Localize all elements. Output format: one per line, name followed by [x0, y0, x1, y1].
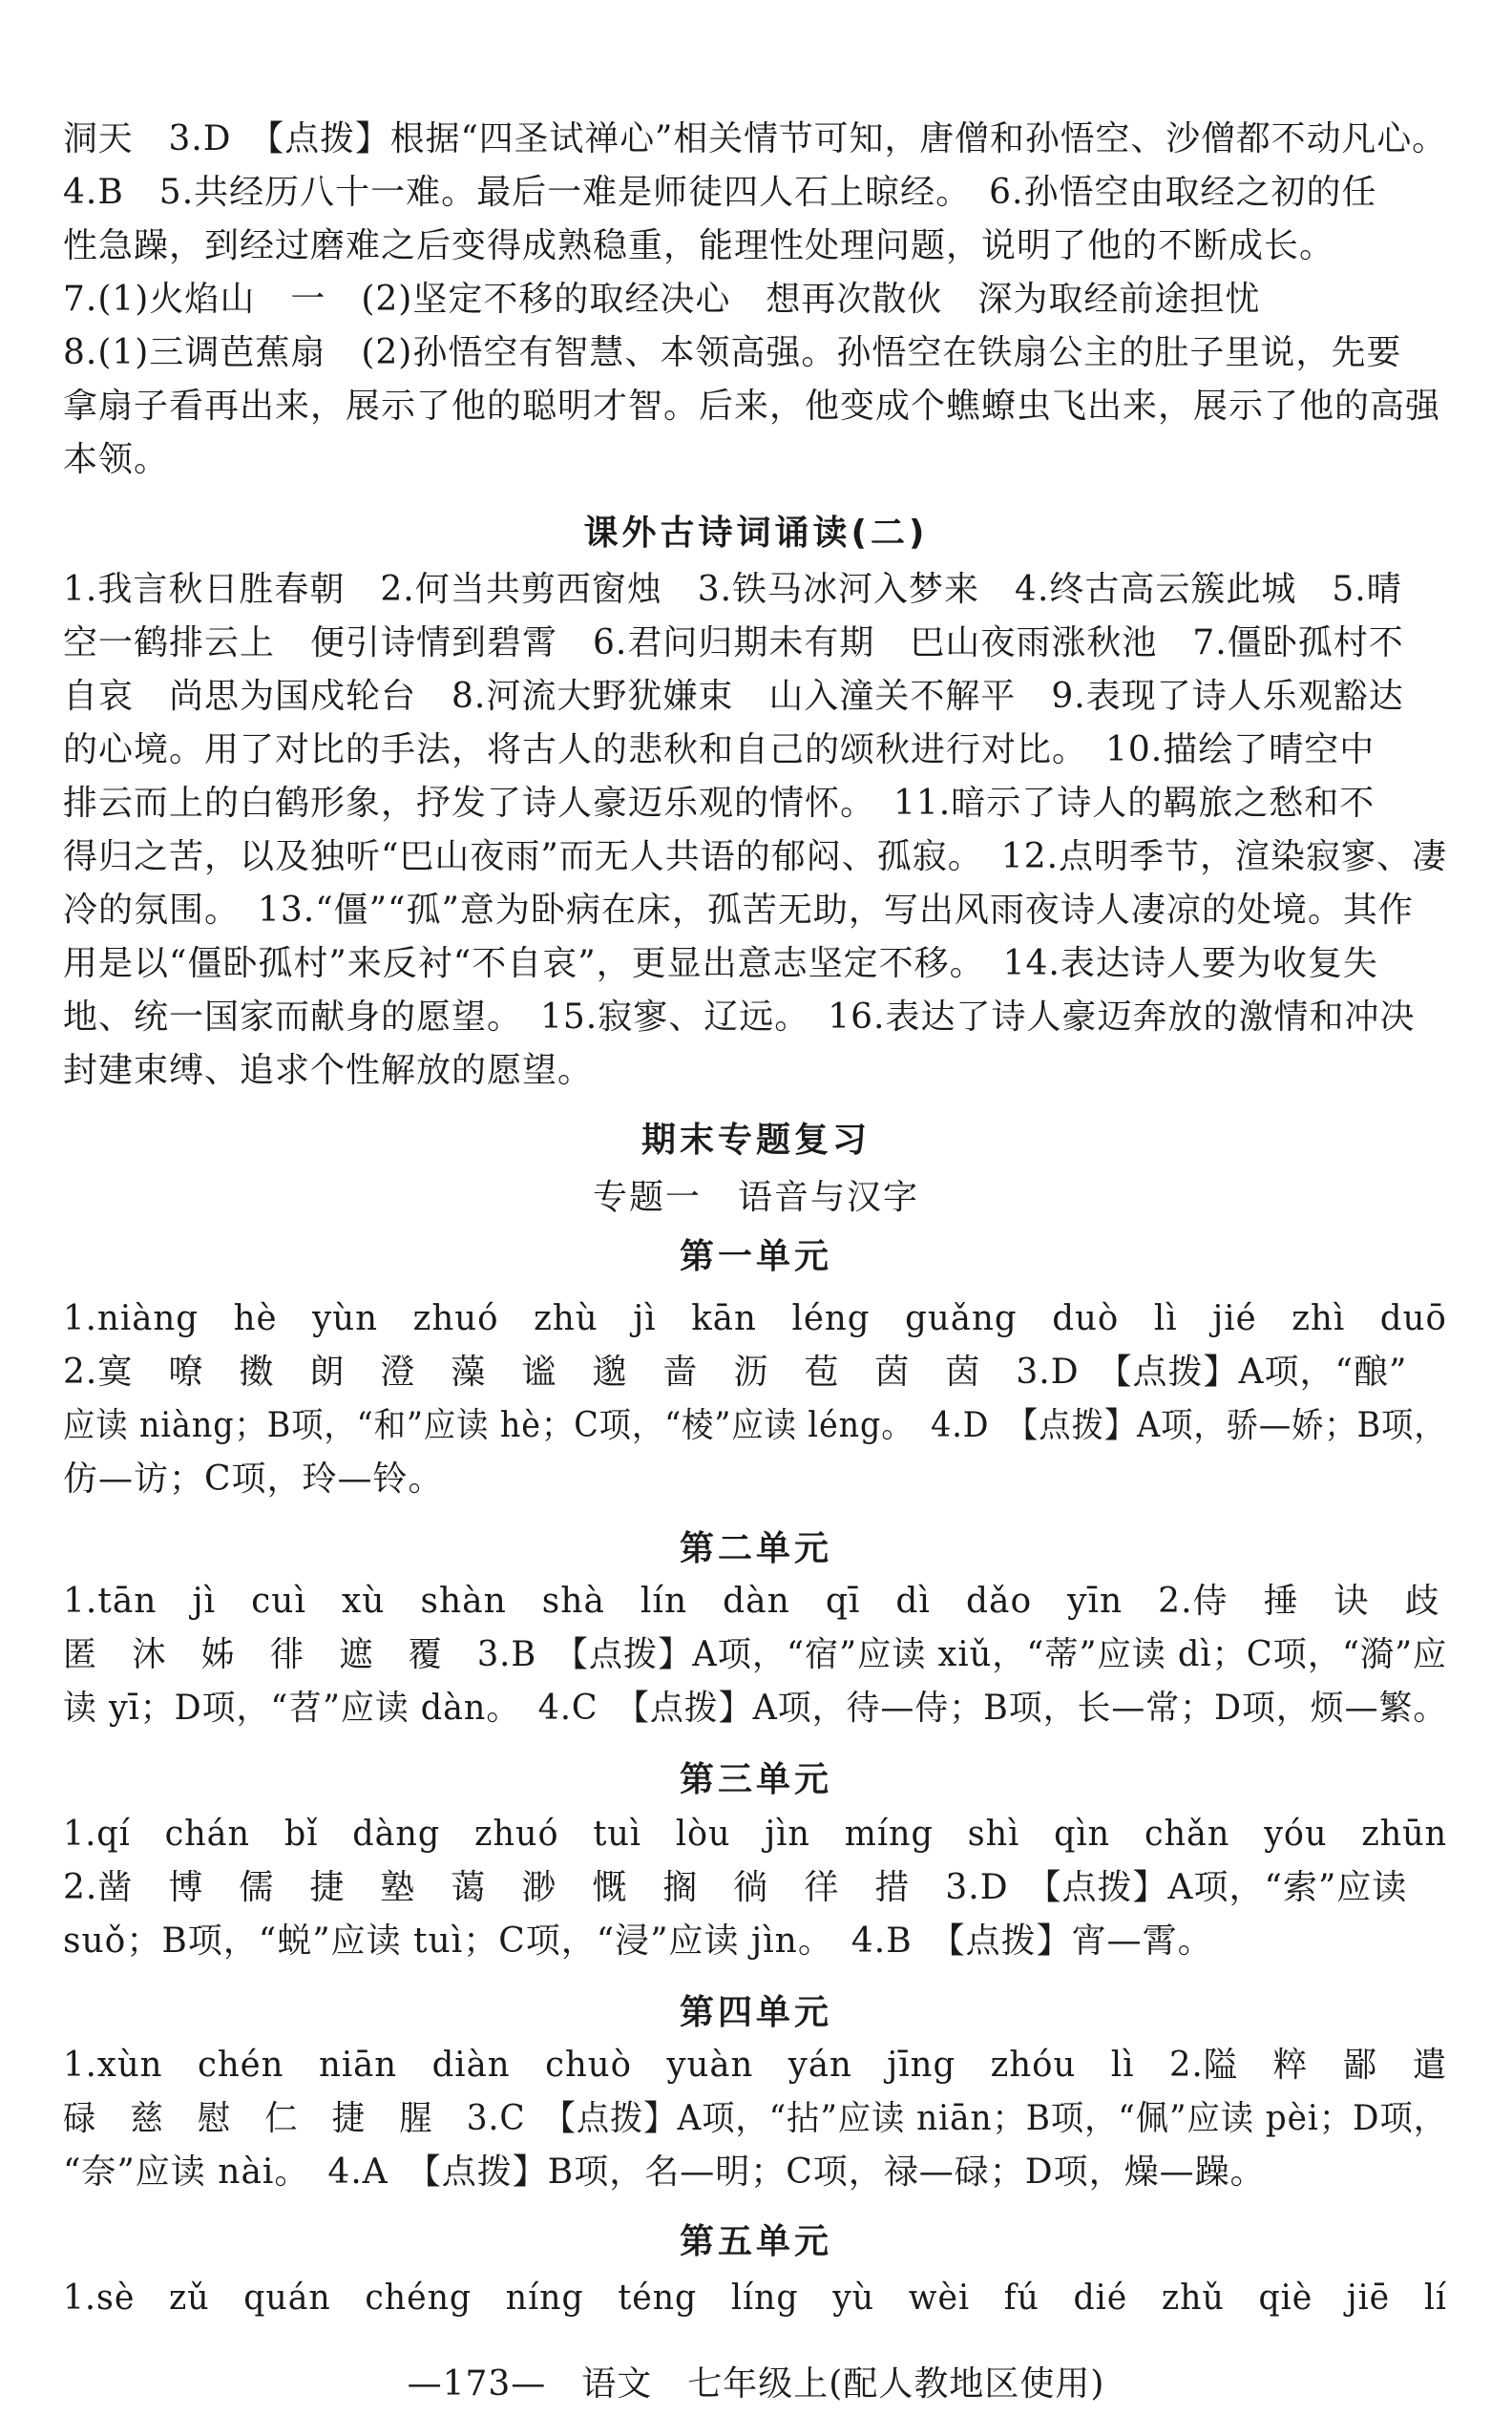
unit-heading-3: 第三单元	[679, 1760, 832, 1799]
text-line: 1.sè zǔ quán chéng níng téng líng yù wèi fú dié zhǔ qiè jiē lí	[63, 2278, 1447, 2318]
text-line: 拿扇子看再出来，展示了他的聪明才智。后来，他变成个蟭蟟虫飞出来，展示了他的高强	[63, 387, 1441, 426]
text-line: 排云而上的白鹤形象，抒发了诗人豪迈乐观的情怀。 11.暗示了诗人的羁旅之愁和不	[63, 784, 1376, 823]
text-line: 读 yī；D项，“苕”应读 dàn。 4.C 【点拨】A项，待—侍；B项，长—常；D项，烦—繁。	[63, 1689, 1448, 1728]
text-line: 的心境。用了对比的手法，将古人的悲秋和自己的颂秋进行对比。 10.描绘了晴空中	[63, 730, 1376, 769]
unit-heading-4: 第四单元	[679, 1993, 832, 2032]
unit-heading-2: 第二单元	[679, 1529, 832, 1568]
text-line: 2.凿 博 儒 捷 塾 蔼 渺 慨 搁 徜 徉 措 3.D 【点拨】A项，“索”应读	[63, 1868, 1408, 1907]
topic-heading: 专题一 语音与汉字	[592, 1178, 919, 1217]
text-line: 碌 慈 慰 仁 捷 腥 3.C 【点拨】A项，“拈”应读 niān；B项，“佩”应读 pèi；D项，	[63, 2099, 1447, 2138]
text-line: 1.我言秋日胜春朝 2.何当共剪西窗烛 3.铁马冰河入梦来 4.终古高云簇此城 5.晴	[63, 570, 1402, 609]
text-line: 仿—访；C项，玲—铃。	[63, 1460, 444, 1499]
text-line: 本领。	[63, 440, 170, 479]
text-line: 冷的氛围。 13.“僵”“孤”意为卧病在床，孤苦无助，写出风雨夜诗人凄凉的处境。其作	[63, 891, 1414, 930]
text-line: 封建束缚、追求个性解放的愿望。	[63, 1051, 594, 1090]
text-line: 自哀 尚思为国戍轮台 8.河流大野犹嫌束 山入潼关不解平 9.表现了诗人乐观豁达	[63, 677, 1404, 716]
text-line: 1.qí chán bǐ dàng zhuó tuì lòu jìn míng shì qìn chǎn yóu zhūn	[63, 1815, 1448, 1854]
text-line: 应读 niàng；B项，“和”应读 hè；C项，“棱”应读 léng。 4.D 【点拨】A项，骄—娇；B项，	[63, 1406, 1447, 1445]
unit-heading-5: 第五单元	[679, 2222, 832, 2261]
text-line: 1.xùn chén niān diàn chuò yuàn yán jīng zhóu lì 2.隘 粹 鄙 遣	[63, 2046, 1448, 2085]
text-line: 空一鹤排云上 便引诗情到碧霄 6.君问归期未有期 巴山夜雨涨秋池 7.僵卧孤村不	[63, 623, 1404, 662]
page-footer: —173— 语文 七年级上(配人教地区使用)	[407, 2364, 1105, 2404]
text-line: 洞天 3.D 【点拨】根据“四圣试禅心”相关情节可知，唐僧和孙悟空、沙僧都不动凡心。	[63, 119, 1448, 158]
section-heading-poetry: 课外古诗词诵读(二)	[583, 514, 929, 553]
text-line: 7.(1)火焰山 一 (2)坚定不移的取经决心 想再次散伙 深为取经前途担忧	[63, 280, 1261, 319]
text-line: 得归之苦，以及独听“巴山夜雨”而无人共语的郁闷、孤寂。 12.点明季节，渲染寂寥、凄	[63, 837, 1448, 876]
text-line: “奈”应读 nài。 4.A 【点拨】B项，名—明；C项，禄—碌；D项，燥—躁。	[63, 2152, 1266, 2192]
text-line: 8.(1)三调芭蕉扇 (2)孙悟空有智慧、本领高强。孙悟空在铁扇公主的肚子里说，先要	[63, 333, 1402, 372]
text-line: 匿 沐 姊 徘 遮 覆 3.B 【点拨】A项，“宿”应读 xiǔ，“蒂”应读 dì；C项，“漪”应	[63, 1635, 1448, 1674]
text-line: 1.tān jì cuì xù shàn shà lín dàn qī dì dǎo yīn 2.侍 捶 诀 歧	[63, 1582, 1440, 1621]
text-line: 性急躁，到经过磨难之后变得成熟稳重，能理性处理问题，说明了他的不断成长。	[63, 226, 1335, 265]
text-line: 4.B 5.共经历八十一难。最后一难是师徒四人石上晾经。 6.孙悟空由取经之初的任	[63, 173, 1377, 212]
text-line: 2.寞 嘹 擞 朗 澄 藻 谧 邈 啬 沥 苞 茵 茵 3.D 【点拨】A项，“酿”	[63, 1353, 1408, 1392]
text-line: 1.niàng hè yùn zhuó zhù jì kān léng guǎng duò lì jié zhì duō	[63, 1299, 1447, 1338]
text-line: suǒ；B项，“蜕”应读 tuì；C项，“浸”应读 jìn。 4.B 【点拨】宵—霄。	[63, 1922, 1213, 1961]
text-line: 用是以“僵卧孤村”来反衬“不自哀”，更显出意志坚定不移。 14.表达诗人要为收复失	[63, 944, 1378, 983]
unit-heading-1: 第一单元	[679, 1237, 832, 1276]
section-heading-review: 期末专题复习	[640, 1121, 871, 1160]
text-line: 地、统一国家而献身的愿望。 15.寂寥、辽远。 16.表达了诗人豪迈奔放的激情和冲决	[63, 998, 1416, 1037]
